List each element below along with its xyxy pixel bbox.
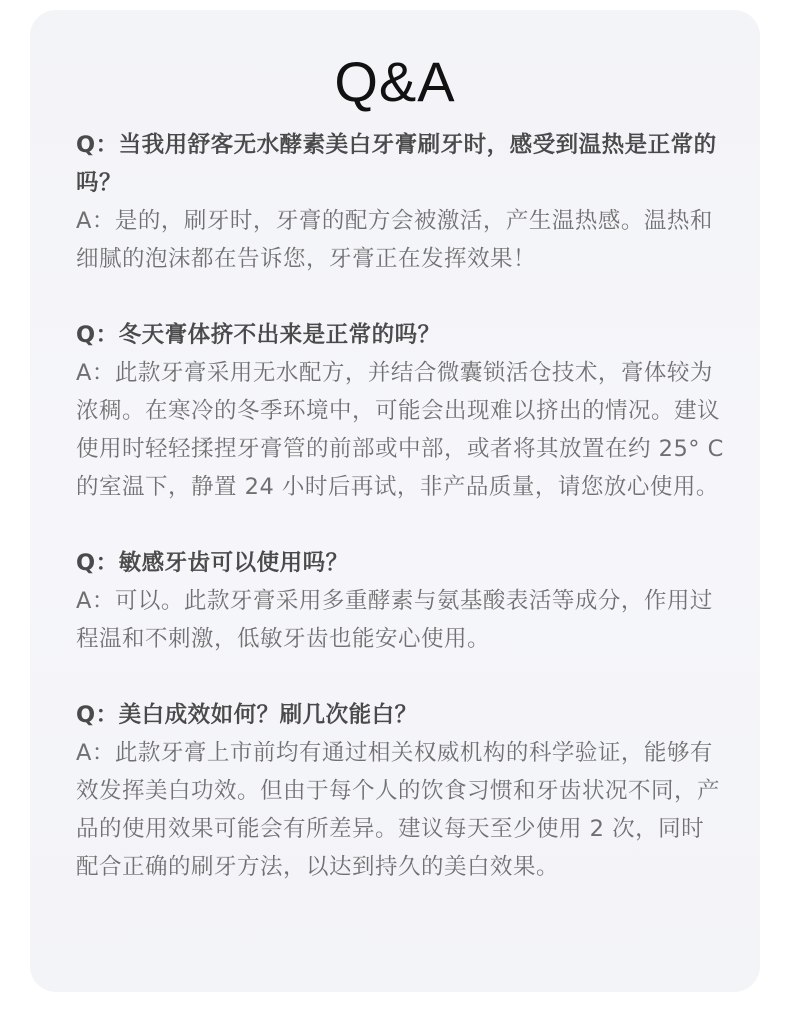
question-3: Q：敏感牙齿可以使用吗？ [76, 550, 349, 576]
qa-item-2 [76, 316, 726, 506]
question-1: Q：当我用舒客无水酵素美白牙膏刷牙时，感受到温热是正常的吗？ [76, 132, 717, 196]
qa-item-4 [76, 696, 726, 886]
answer-4: A：此款牙膏上市前均有通过相关权威机构的科学验证，能够有效发挥美白功效。但由于每个人的饮食习惯和牙齿状况不同，产品的使用效果可能会有所差异。建议每天至少使用 2 次，同时配合正确的刷牙方法，以达到持久的美白效果。 [76, 740, 721, 880]
answer-1: A：是的，刷牙时，牙膏的配方会被激活，产生温热感。温热和细腻的泡沫都在告诉您，牙膏正在发挥效果！ [76, 208, 713, 272]
qa-item-3 [76, 544, 726, 658]
qa-card [30, 10, 760, 992]
qa-item-1 [76, 126, 726, 278]
question-2: Q：冬天膏体挤不出来是正常的吗？ [76, 322, 441, 348]
qa-list [76, 126, 726, 886]
page-title: Q&A [334, 50, 456, 113]
answer-3: A：可以。此款牙膏采用多重酵素与氨基酸表活等成分，作用过程温和不刺激，低敏牙齿也能安心使用。 [76, 588, 713, 652]
answer-2: A：此款牙膏采用无水配方，并结合微囊锁活仓技术，膏体较为浓稠。在寒冷的冬季环境中，可能会出现难以挤出的情况。建议使用时轻轻揉捏牙膏管的前部或中部，或者将其放置在约 25° C 的室温下，静置 24 小时后再试，非产品质量，请您放心使用。 [76, 360, 724, 500]
question-4: Q：美白成效如何？刷几次能白？ [76, 702, 418, 728]
